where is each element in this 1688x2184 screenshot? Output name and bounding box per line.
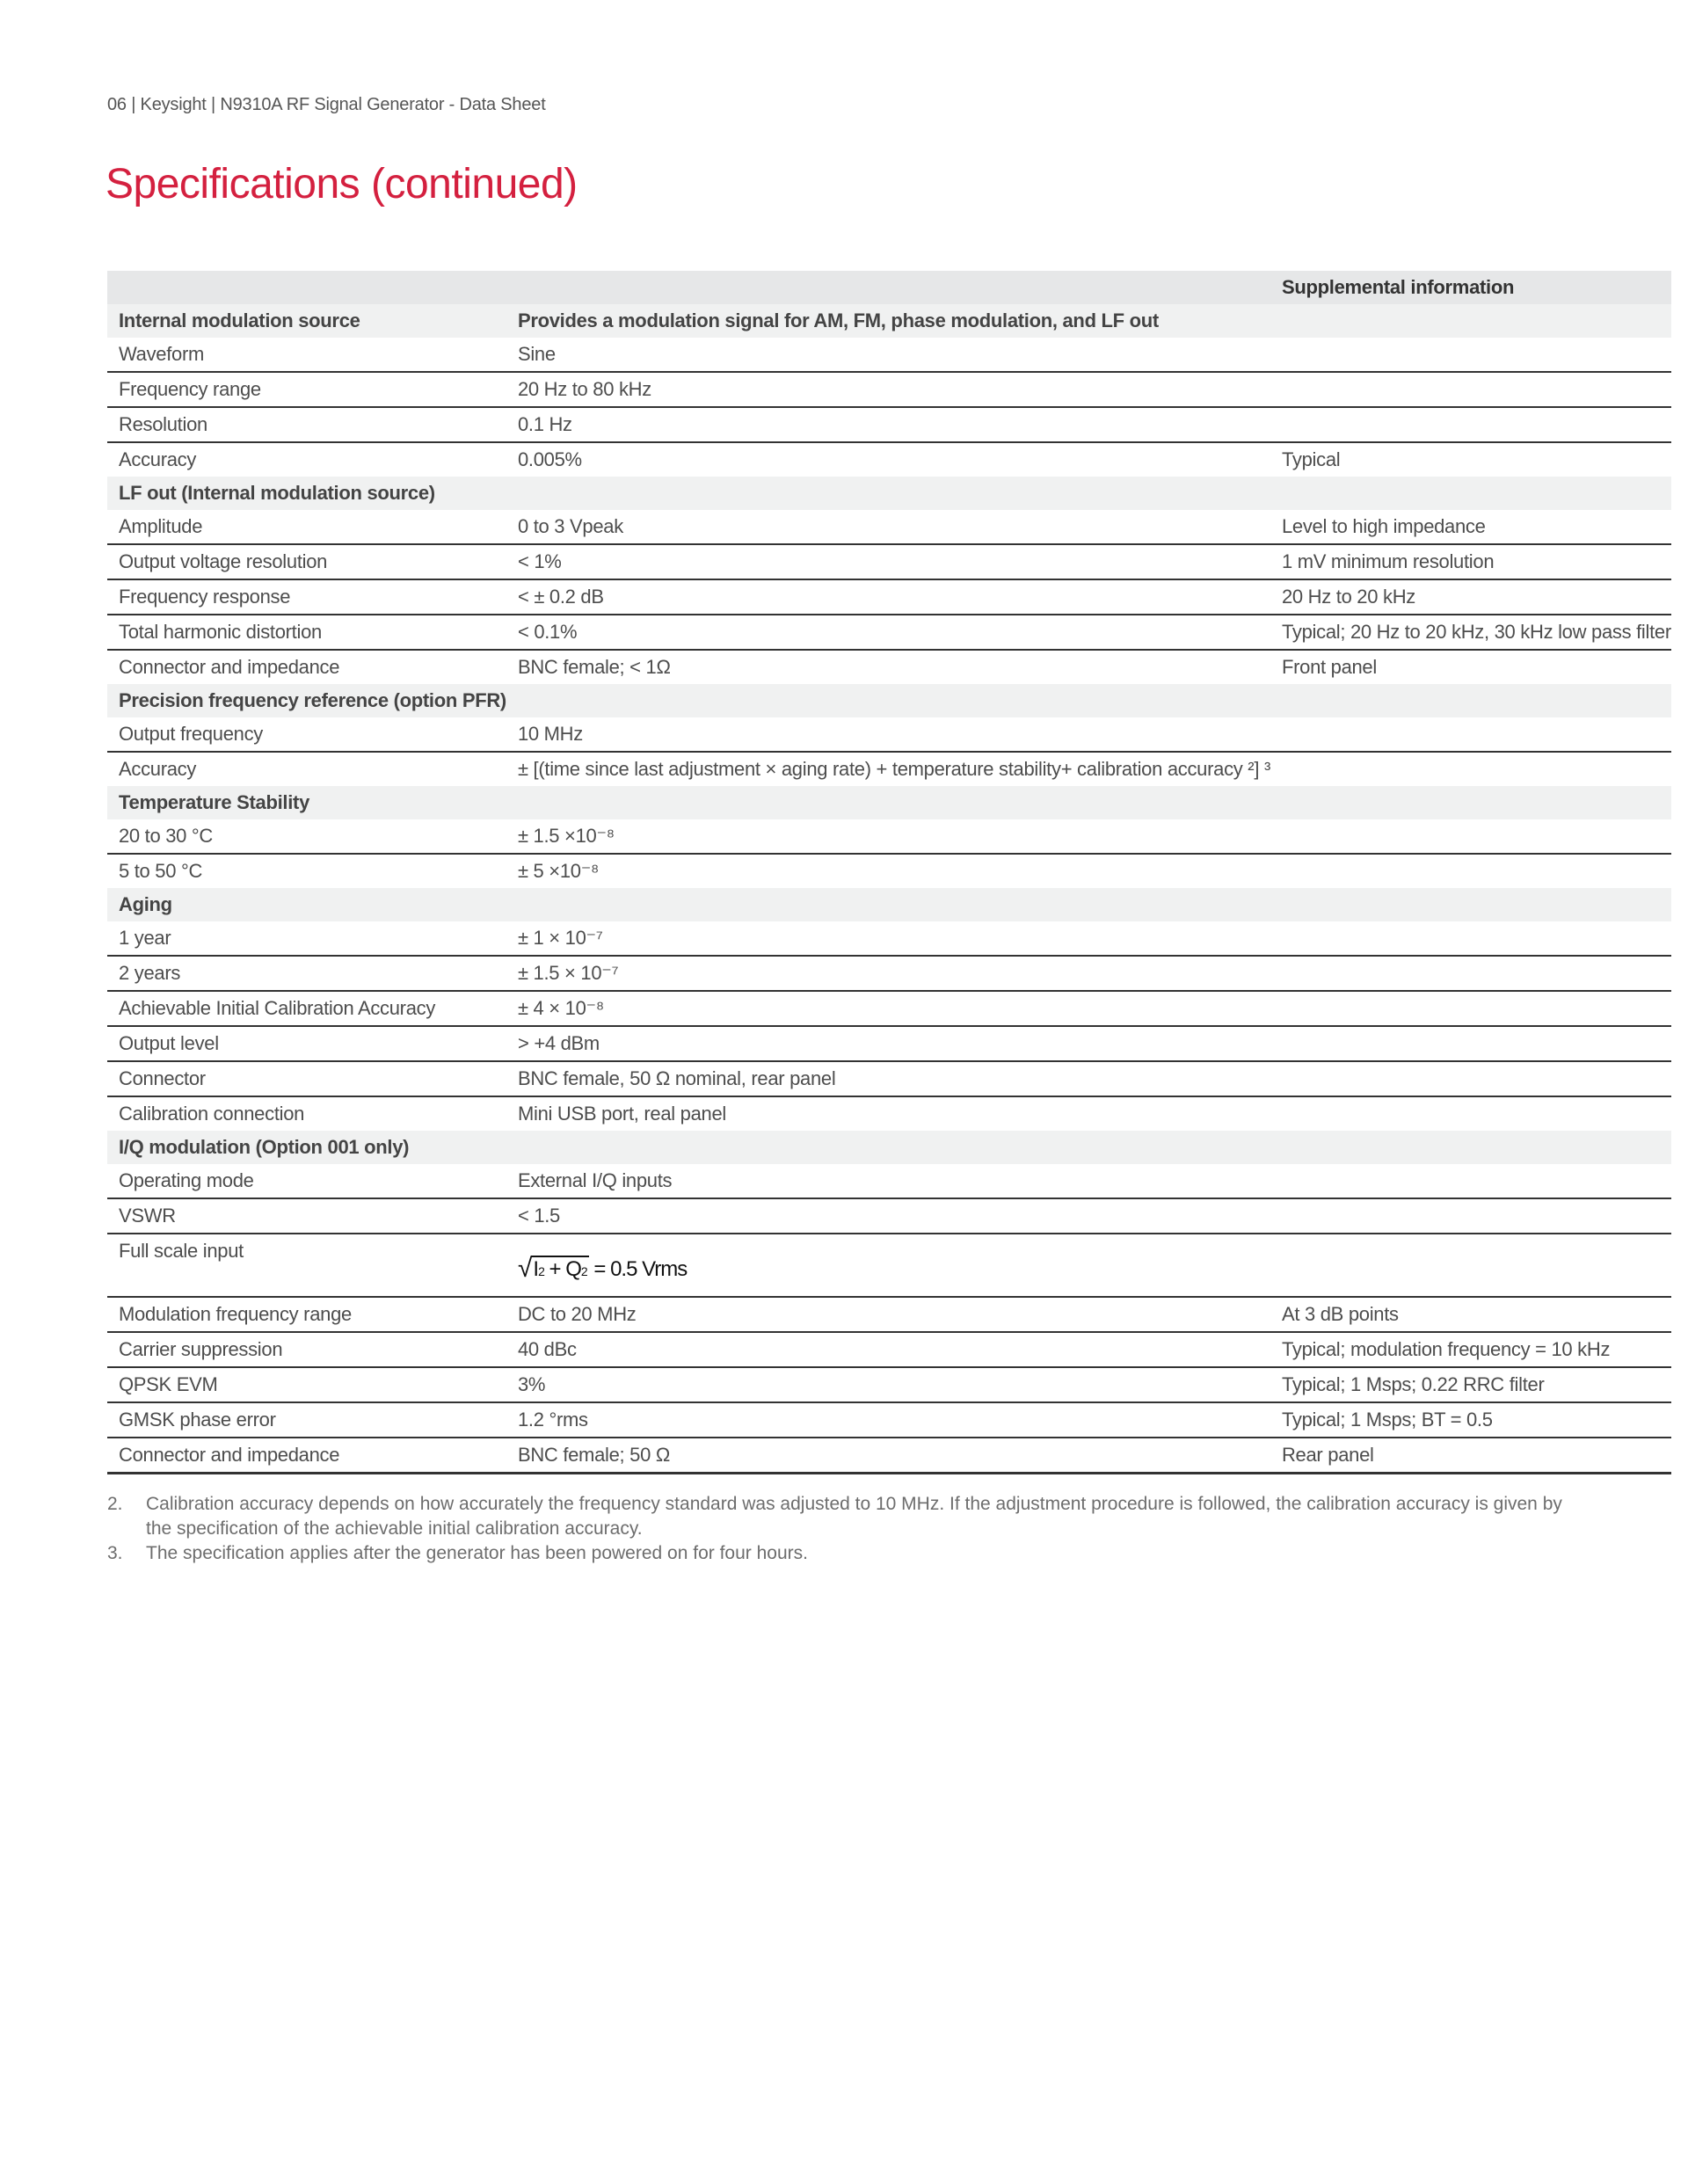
table-row — [107, 1096, 1671, 1131]
footnote — [107, 1541, 1582, 1566]
supplemental-cell — [1270, 956, 1671, 991]
specification-cell: Sine — [506, 338, 1270, 372]
table-row — [107, 1198, 1671, 1234]
specification-cell: < ± 0.2 dB — [506, 579, 1270, 615]
specification-cell — [506, 786, 1270, 819]
specification-cell: ± 1.5 ×10⁻⁸ — [506, 819, 1270, 854]
specification-cell: 0.005% — [517, 448, 582, 470]
formula-result: = 0.5 Vrms — [588, 1257, 688, 1281]
table-row — [107, 717, 1671, 752]
specification-cell — [506, 1234, 1270, 1297]
table-row — [107, 921, 1671, 956]
supplemental-cell: Front panel — [1281, 656, 1377, 678]
parameter-cell: Output level — [107, 1026, 506, 1061]
parameter-cell: 20 to 30 °C — [107, 819, 506, 854]
table-row — [107, 1367, 1671, 1402]
specification-cell: 20 Hz to 80 kHz — [506, 372, 1270, 407]
specification-cell: DC to 20 MHz — [506, 1297, 1270, 1332]
parameter-cell: Accuracy — [119, 758, 197, 780]
parameter-cell: I/Q modulation (Option 001 only) — [107, 1131, 506, 1164]
header-cell-specification — [506, 271, 1270, 304]
supplemental-cell — [1270, 1131, 1671, 1164]
parameter-cell: Connector and impedance — [119, 656, 340, 678]
supplemental-cell: Level to high impedance — [1270, 510, 1671, 544]
footnotes — [107, 1492, 1582, 1566]
supplemental-cell: Typical; modulation frequency = 10 kHz — [1270, 1332, 1671, 1367]
table-row — [107, 1026, 1671, 1061]
specification-cell: 0 to 3 Vpeak — [506, 510, 1270, 544]
specification-cell: ± 1 × 10⁻⁷ — [506, 921, 1270, 956]
footnote-number: 2. — [107, 1494, 123, 1514]
specification-cell: BNC female, 50 Ω nominal, rear panel — [506, 1061, 1270, 1096]
supplemental-cell: Typical; 1 Msps; 0.22 RRC filter — [1270, 1367, 1671, 1402]
table-row — [107, 1164, 1671, 1198]
table-row — [107, 991, 1671, 1026]
footnote-text: The specification applies after the generator has been powered on for four hours. — [146, 1543, 808, 1563]
formula-radicand — [531, 1256, 588, 1282]
parameter-cell: Amplitude — [107, 510, 506, 544]
specification-cell: BNC female; < 1Ω — [517, 656, 671, 678]
table-row — [107, 1332, 1671, 1367]
parameter-cell: Operating mode — [107, 1164, 506, 1198]
parameter-cell: Output frequency — [107, 717, 506, 752]
table-row — [107, 1297, 1671, 1332]
footnote-text: Calibration accuracy depends on how accurately the frequency standard was adjusted to 10 MHz. If the adjustment procedure is followed, the calibration accuracy is given by the specification of the achievable initial calibration accuracy. — [146, 1494, 1562, 1539]
parameter-cell: Achievable Initial Calibration Accuracy — [107, 991, 506, 1026]
specification-cell: BNC female; 50 Ω — [506, 1438, 1270, 1474]
table-row — [107, 510, 1671, 544]
table-row — [107, 442, 1671, 477]
supplemental-cell — [1270, 991, 1671, 1026]
header-cell-supplemental: Supplemental information — [1270, 271, 1671, 304]
supplemental-cell — [1270, 1096, 1671, 1131]
parameter-cell: 5 to 50 °C — [119, 860, 203, 882]
specification-cell: 1.2 °rms — [506, 1402, 1270, 1438]
table-row — [107, 1438, 1671, 1474]
specifications-table — [107, 271, 1671, 1474]
table-row — [107, 819, 1671, 854]
parameter-cell: Aging — [107, 888, 506, 921]
specification-cell: < 0.1% — [506, 615, 1270, 650]
table-row — [107, 1234, 1671, 1297]
supplemental-cell — [1270, 1061, 1671, 1096]
supplemental-cell: At 3 dB points — [1270, 1297, 1671, 1332]
parameter-cell: Modulation frequency range — [107, 1297, 506, 1332]
supplemental-cell — [1270, 1198, 1671, 1234]
table-row — [107, 407, 1671, 442]
parameter-cell: Waveform — [107, 338, 506, 372]
specification-cell: > +4 dBm — [506, 1026, 1270, 1061]
parameter-cell: Calibration connection — [119, 1103, 305, 1125]
section-header-row — [107, 1131, 1671, 1164]
parameter-cell: Internal modulation source — [107, 304, 506, 338]
specification-cell — [506, 1131, 1270, 1164]
supplemental-cell: Rear panel — [1270, 1438, 1671, 1474]
table-row — [107, 752, 1671, 786]
parameter-cell: Total harmonic distortion — [107, 615, 506, 650]
table-row — [107, 372, 1671, 407]
parameter-cell: Connector and impedance — [107, 1438, 506, 1474]
specification-cell — [506, 477, 1270, 510]
supplemental-cell — [1270, 854, 1671, 888]
specification-cell: < 1.5 — [506, 1198, 1270, 1234]
parameter-cell: Accuracy — [119, 448, 197, 470]
specification-cell: External I/Q inputs — [506, 1164, 1270, 1198]
section-header-row — [107, 684, 1671, 717]
specification-cell — [506, 888, 1270, 921]
supplemental-cell: Typical; 20 Hz to 20 kHz, 30 kHz low pass filter — [1270, 615, 1671, 650]
specification-cell: ± 4 × 10⁻⁸ — [506, 991, 1270, 1026]
specification-cell: 40 dBc — [506, 1332, 1270, 1367]
supplemental-cell — [1270, 1234, 1671, 1297]
table-header-row — [107, 271, 1671, 304]
parameter-cell: 1 year — [107, 921, 506, 956]
supplemental-cell — [1270, 407, 1671, 442]
footnote-number: 3. — [107, 1543, 123, 1563]
parameter-cell: Connector — [107, 1061, 506, 1096]
parameter-cell: Output voltage resolution — [107, 544, 506, 579]
parameter-cell: LF out (Internal modulation source) — [107, 477, 506, 510]
table-row — [107, 615, 1671, 650]
specification-cell: Provides a modulation signal for AM, FM, phase modulation, and LF out — [506, 304, 1270, 338]
supplemental-cell — [1270, 684, 1671, 717]
parameter-cell: Frequency response — [107, 579, 506, 615]
supplemental-cell — [1270, 752, 1671, 786]
specification-cell: ± 1.5 × 10⁻⁷ — [506, 956, 1270, 991]
formula-i-sub: 2 — [538, 1264, 544, 1278]
table-row — [107, 650, 1671, 684]
specification-cell: Mini USB port, real panel — [517, 1103, 727, 1125]
parameter-cell: 2 years — [107, 956, 506, 991]
supplemental-cell — [1270, 717, 1671, 752]
parameter-cell: VSWR — [107, 1198, 506, 1234]
formula-i: I — [533, 1257, 539, 1281]
parameter-cell: Resolution — [107, 407, 506, 442]
section-header-row — [107, 304, 1671, 338]
supplemental-cell — [1270, 304, 1671, 338]
supplemental-cell — [1270, 921, 1671, 956]
page-title: Specifications (continued) — [106, 161, 578, 207]
section-header-row — [107, 786, 1671, 819]
formula-plus-q: + Q — [543, 1257, 581, 1281]
supplemental-cell: Typical; 1 Msps; BT = 0.5 — [1270, 1402, 1671, 1438]
table-row — [107, 1402, 1671, 1438]
supplemental-cell — [1270, 819, 1671, 854]
parameter-cell: QPSK EVM — [107, 1367, 506, 1402]
table-row — [107, 1061, 1671, 1096]
section-header-row — [107, 888, 1671, 921]
parameter-cell: Frequency range — [107, 372, 506, 407]
table-row — [107, 338, 1671, 372]
parameter-cell: Temperature Stability — [107, 786, 506, 819]
parameter-cell: Full scale input — [107, 1234, 506, 1297]
supplemental-cell — [1270, 372, 1671, 407]
full-scale-formula — [518, 1249, 687, 1282]
footnote — [107, 1492, 1582, 1541]
specification-cell: 3% — [506, 1367, 1270, 1402]
table-row — [107, 579, 1671, 615]
supplemental-cell: 20 Hz to 20 kHz — [1270, 579, 1671, 615]
specification-cell — [506, 684, 1270, 717]
specification-cell: ± 5 ×10⁻⁸ — [517, 860, 599, 882]
parameter-cell: GMSK phase error — [107, 1402, 506, 1438]
parameter-cell: Precision frequency reference (option PFR) — [107, 684, 506, 717]
parameter-cell: Carrier suppression — [107, 1332, 506, 1367]
supplemental-cell — [1270, 477, 1671, 510]
section-header-row — [107, 477, 1671, 510]
specification-cell: 0.1 Hz — [506, 407, 1270, 442]
supplemental-cell — [1270, 1026, 1671, 1061]
supplemental-cell — [1270, 1164, 1671, 1198]
formula-q-sub: 2 — [580, 1264, 587, 1278]
table-row — [107, 854, 1671, 888]
table-row — [107, 956, 1671, 991]
supplemental-cell: Typical — [1281, 448, 1341, 470]
specification-cell: 10 MHz — [506, 717, 1270, 752]
supplemental-cell — [1270, 786, 1671, 819]
table-row — [107, 544, 1671, 579]
running-header: 06 | Keysight | N9310A RF Signal Generator - Data Sheet — [107, 95, 546, 114]
square-root-icon: √ — [517, 1254, 532, 1283]
specification-cell: ± [(time since last adjustment × aging rate) + temperature stability+ calibration accuracy ²] ³ — [517, 758, 1270, 780]
supplemental-cell: 1 mV minimum resolution — [1270, 544, 1671, 579]
supplemental-cell — [1270, 888, 1671, 921]
supplemental-cell — [1270, 338, 1671, 372]
specification-cell: < 1% — [506, 544, 1270, 579]
header-cell-parameter — [107, 271, 506, 304]
